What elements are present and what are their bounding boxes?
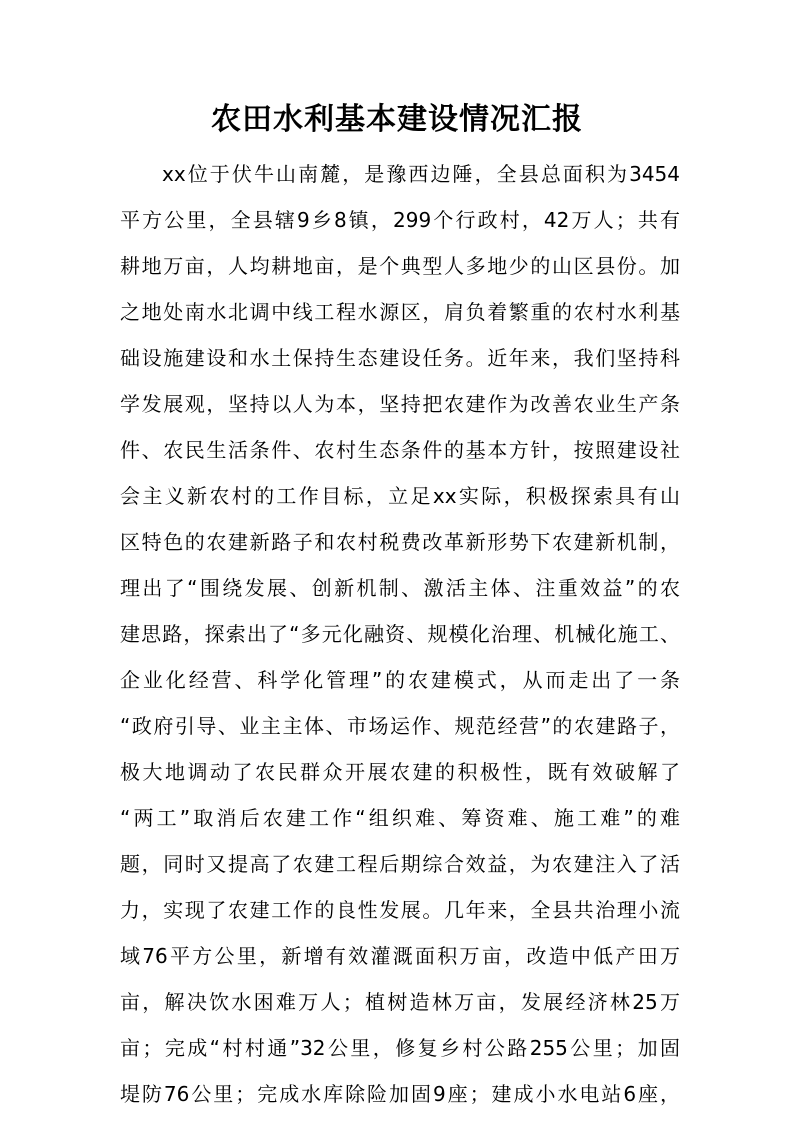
paragraph-line: 学发展观，坚持以人为本，坚持把农建作为改善农业生产条 xyxy=(120,392,680,416)
paragraph-line: 亩；完成“村村通”32公里，修复乡村公路255公里；加固 xyxy=(120,1036,680,1060)
paragraph-line: “两工”取消后农建工作“组织难、筹资难、施工难”的难 xyxy=(120,806,680,830)
paragraph-line: 区特色的农建新路子和农村税费改革新形势下农建新机制， xyxy=(120,530,680,554)
paragraph-line: 堤防76公里；完成水库除险加固9座；建成小水电站6座， xyxy=(120,1082,680,1106)
paragraph-line: 题，同时又提高了农建工程后期综合效益，为农建注入了活 xyxy=(120,852,680,876)
paragraph-line: 会主义新农村的工作目标，立足xx实际，积极探索具有山 xyxy=(120,484,680,508)
paragraph-line: xx位于伏牛山南麓，是豫西边陲，全县总面积为3454 xyxy=(162,162,680,186)
paragraph-line: 耕地万亩，人均耕地亩，是个典型人多地少的山区县份。加 xyxy=(120,254,680,278)
paragraph-line: 平方公里，全县辖9乡8镇，299个行政村，42万人；共有 xyxy=(120,208,680,232)
paragraph-line: “政府引导、业主主体、市场运作、规范经营”的农建路子， xyxy=(120,714,680,738)
paragraph-line: 力，实现了农建工作的良性发展。几年来，全县共治理小流 xyxy=(120,898,680,922)
paragraph-line: 域76平方公里，新增有效灌溉面积万亩，改造中低产田万 xyxy=(120,944,680,968)
document-title: 农田水利基本建设情况汇报 xyxy=(211,102,583,137)
paragraph-line: 极大地调动了农民群众开展农建的积极性，既有效破解了 xyxy=(120,760,680,784)
paragraph-line: 础设施建设和水土保持生态建设任务。近年来，我们坚持科 xyxy=(120,346,680,370)
paragraph-line: 之地处南水北调中线工程水源区，肩负着繁重的农村水利基 xyxy=(120,300,680,324)
paragraph-line: 理出了“围绕发展、创新机制、激活主体、注重效益”的农 xyxy=(120,576,680,600)
paragraph-line: 企业化经营、科学化管理”的农建模式，从而走出了一条 xyxy=(120,668,680,692)
paragraph-line: 建思路，探索出了“多元化融资、规模化治理、机械化施工、 xyxy=(120,622,680,646)
body-paragraph xyxy=(120,151,680,1117)
paragraph-line: 亩，解决饮水困难万人；植树造林万亩，发展经济林25万 xyxy=(120,990,680,1014)
paragraph-line: 件、农民生活条件、农村生态条件的基本方针，按照建设社 xyxy=(120,438,680,462)
